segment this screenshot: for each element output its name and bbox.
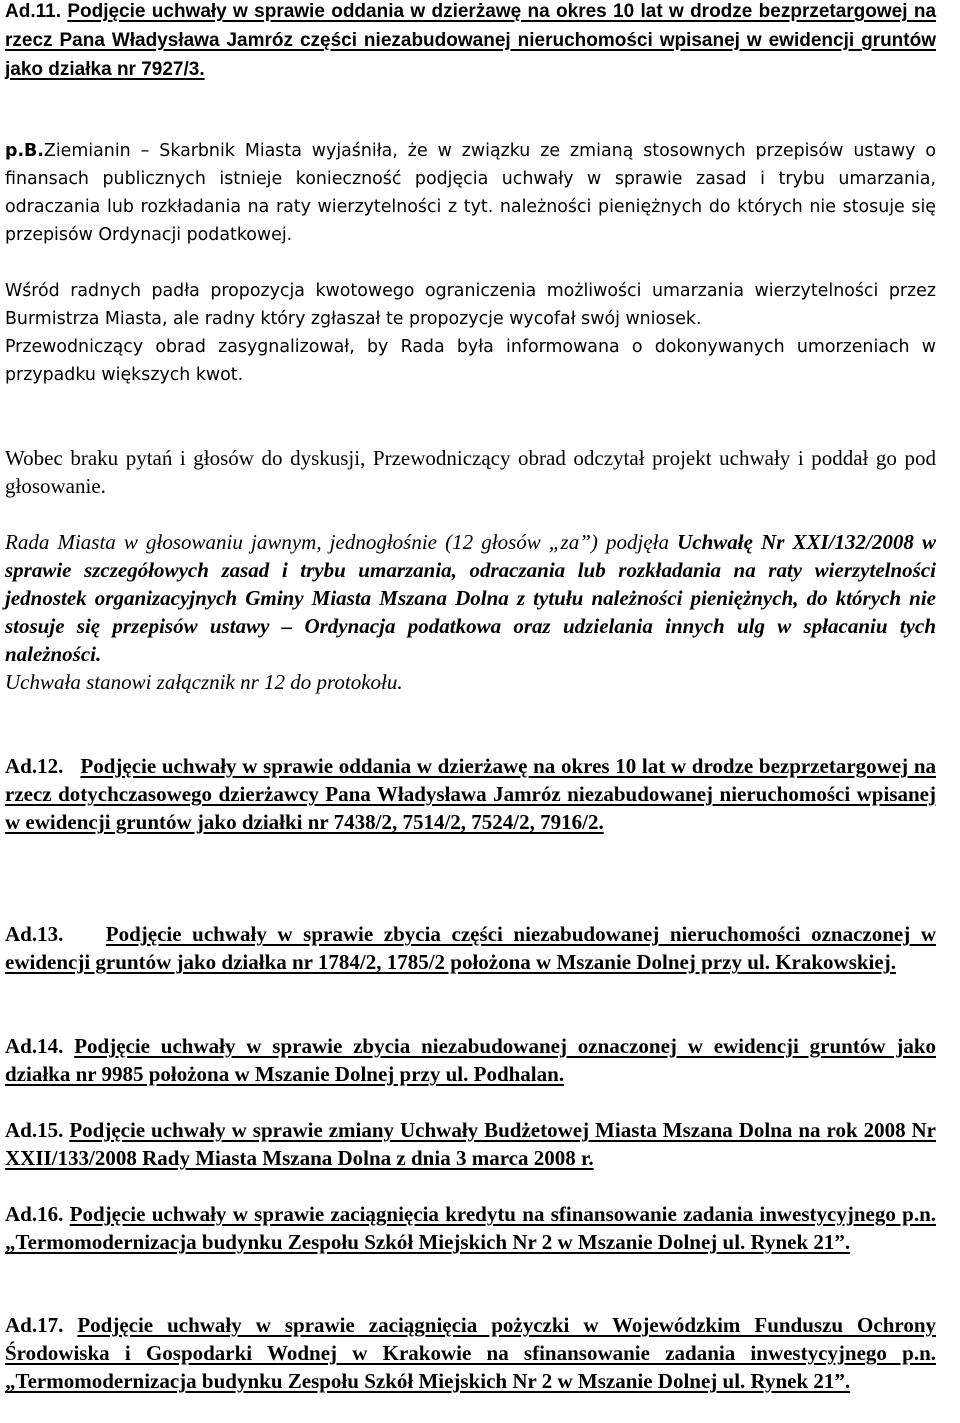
agenda-item-ad17 bbox=[5, 1311, 936, 1395]
agenda-item-ad12 bbox=[5, 752, 936, 836]
proposal-text: Wśród radnych padła propozycja kwotowego ograniczenia możliwości umarzania wierzytelności przez Burmistrza Miasta, ale radny który zgłaszał te propozycje wycofał swój wniosek. bbox=[5, 281, 936, 329]
speaker-prefix: p.B. bbox=[5, 141, 44, 161]
voting-intro bbox=[5, 444, 936, 500]
agenda-label: Ad.14. bbox=[5, 1034, 64, 1058]
proposal-paragraph bbox=[5, 277, 936, 389]
agenda-title: Podjęcie uchwały w sprawie oddania w dzierżawę na okres 10 lat w drodze bezprzetargowej na rzecz dotychczasowego dzierżawcy Pana Władysława Jamróz niezabudowanej nieruchomości wpisanej w ewidencji gruntów jako działki nr 7438/2, 7514/2, 7524/2, 7916/2. bbox=[5, 754, 937, 834]
agenda-title: Podjęcie uchwały w sprawie oddania w dzierżawę na okres 10 lat w drodze bezprzetargowej na rzecz Pana Władysława Jamróz części niezabudowanej nieruchomości wpisanej w ewidencji gruntów jako działka nr 7927/3. bbox=[5, 1, 937, 80]
resolution-paragraph bbox=[5, 528, 936, 696]
chairman-remark: Przewodniczący obrad zasygnalizował, by Rada była informowana o dokonywanych umorzeniach w przypadku większych kwot. bbox=[5, 337, 936, 385]
agenda-item-ad13 bbox=[5, 920, 936, 976]
agenda-title: Podjęcie uchwały w sprawie zbycia części niezabudowanej nieruchomości oznaczonej w ewidencji gruntów jako działka nr 1784/2, 1785/2 położona w Mszanie Dolnej przy ul. Krakowskiej. bbox=[5, 922, 937, 974]
agenda-item-ad16 bbox=[5, 1200, 936, 1256]
agenda-item-ad14 bbox=[5, 1032, 936, 1088]
resolution-title: Uchwałę Nr XXI/132/2008 w sprawie szczegółowych zasad i trybu umarzania, odraczania lub rozkładania na raty wierzytelności jednostek organizacyjnych Gminy Miasta Mszana Dolna z tytułu należności pieniężnych, do których nie stosuje się przepisów ustawy – Ordynacja podatkowa oraz udzielania innych ulg w spłacaniu tych należności. bbox=[5, 530, 937, 666]
agenda-title: Podjęcie uchwały w sprawie zaciągnięcia kredytu na sfinansowanie zadania inwestycyjnego p.n. „Termomodernizacja budynku Zespołu Szkół Miejskich Nr 2 w Mszanie Dolnej ul. Rynek 21”. bbox=[5, 1202, 936, 1254]
explanation-text: Ziemianin – Skarbnik Miasta wyjaśniła, że w związku ze zmianą stosownych przepisów ustawy o finansach publicznych istnieje konieczność podjęcia uchwały w sprawie zasad i trybu umarzania, odraczania lub rozkładania na raty wierzytelności z tyt. należności pieniężnych do których nie stosuje się przepisów Ordynacji podatkowej. bbox=[5, 141, 936, 245]
resolution-lead: Rada Miasta w głosowaniu jawnym, jednogłośnie (12 głosów „za”) podjęła bbox=[5, 530, 669, 554]
agenda-label: Ad.12. bbox=[5, 754, 64, 778]
agenda-label: Ad.17. bbox=[5, 1313, 64, 1337]
agenda-label: Ad.15. bbox=[5, 1118, 64, 1142]
agenda-label: Ad.11. bbox=[5, 1, 61, 22]
agenda-label: Ad.16. bbox=[5, 1202, 64, 1226]
agenda-title: Podjęcie uchwały w sprawie zmiany Uchwały Budżetowej Miasta Mszana Dolna na rok 2008 Nr XXII/133/2008 Rady Miasta Mszana Dolna z dnia 3 marca 2008 r. bbox=[5, 1118, 937, 1170]
treasurer-explanation bbox=[5, 137, 936, 249]
agenda-item-ad15 bbox=[5, 1116, 936, 1172]
agenda-title: Podjęcie uchwały w sprawie zaciągnięcia pożyczki w Wojewódzkim Funduszu Ochrony Środowiska i Gospodarki Wodnej w Krakowie na sfinansowanie zadania inwestycyjnego p.n. „Termomodernizacja budynku Zespołu Szkół Miejskich Nr 2 w Mszanie Dolnej ul. Rynek 21”. bbox=[5, 1313, 937, 1393]
agenda-label: Ad.13. bbox=[5, 922, 64, 946]
voting-intro-text: Wobec braku pytań i głosów do dyskusji, Przewodniczący obrad odczytał projekt uchwały i poddał go pod głosowanie. bbox=[5, 446, 936, 498]
resolution-attachment: Uchwała stanowi załącznik nr 12 do protokołu. bbox=[5, 670, 403, 694]
agenda-item-ad11 bbox=[5, 0, 936, 84]
agenda-title: Podjęcie uchwały w sprawie zbycia niezabudowanej oznaczonej w ewidencji gruntów jako działka nr 9985 położona w Mszanie Dolnej przy ul. Podhalan. bbox=[5, 1034, 936, 1086]
